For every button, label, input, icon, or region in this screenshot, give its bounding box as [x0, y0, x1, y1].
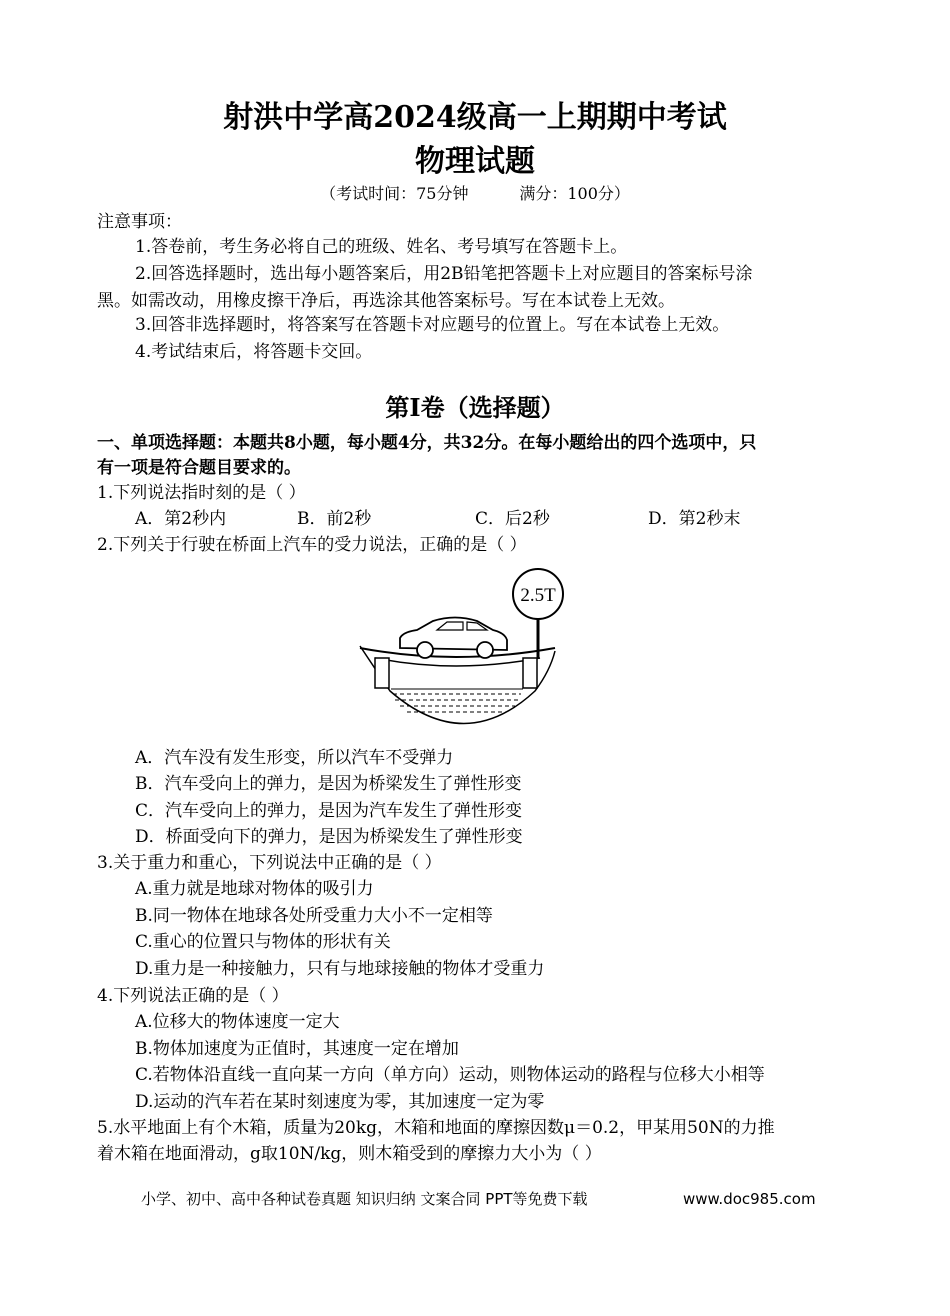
water-hatching [391, 689, 523, 712]
subject-title: 物理试题 [415, 144, 535, 179]
bridge-pier-right [523, 658, 537, 688]
notice-item: 黑。如需改动，用橡皮擦干净后，再选涂其他答案标号。写在本试卷上无效。 [97, 291, 675, 311]
sign-label: 2.5T [520, 585, 556, 606]
bridge-deck-lower [375, 658, 540, 666]
question-stem: 1.下列说法指时刻的是（ ） [97, 483, 306, 503]
option-d: D.运动的汽车若在某时刻速度为零，其加速度一定为零 [135, 1092, 545, 1112]
bridge-car-figure [355, 566, 595, 746]
option-a: A.重力就是地球对物体的吸引力 [135, 879, 374, 899]
option-d: D．第2秒末 [648, 509, 741, 529]
option-b: B.物体加速度为正值时，其速度一定在增加 [135, 1039, 459, 1059]
option-d: D．桥面受向下的弹力，是因为桥梁发生了弹性形变 [135, 827, 523, 847]
option-a: A．第2秒内 [135, 509, 227, 529]
question-stem-continued: 着木箱在地面滑动，g取10N/kg，则木箱受到的摩擦力大小为（ ） [97, 1144, 602, 1164]
exam-title: 射洪中学高2024级高一上期期中考试 [223, 100, 727, 135]
notice-item: 4.考试结束后，将答题卡交回。 [135, 342, 373, 362]
option-b: B．汽车受向上的弹力，是因为桥梁发生了弹性形变 [135, 774, 522, 794]
notice-item: 2.回答选择题时，选出每小题答案后，用2B铅笔把答题卡上对应题目的答案标号涂 [135, 264, 753, 284]
option-c: C．汽车受向上的弹力，是因为汽车发生了弹性形变 [135, 801, 523, 821]
section-instruction: 一、单项选择题：本题共8小题，每小题4分，共32分。在每小题给出的四个选项中，只 [97, 433, 757, 453]
option-a: A．汽车没有发生形变，所以汽车不受弹力 [135, 748, 454, 768]
section-instruction: 有一项是符合题目要求的。 [97, 458, 301, 478]
question-stem: 5.水平地面上有个木箱，质量为20kg，木箱和地面的摩擦因数μ＝0.2，甲某用50N的力推 [97, 1118, 775, 1138]
option-d: D.重力是一种接触力，只有与地球接触的物体才受重力 [135, 959, 545, 979]
option-c: C.重心的位置只与物体的形状有关 [135, 932, 391, 952]
notice-heading: 注意事项： [97, 212, 182, 232]
notice-item: 3.回答非选择题时，将答案写在答题卡对应题号的位置上。写在本试卷上无效。 [135, 315, 730, 335]
section-title: 第I卷（选择题） [385, 393, 565, 422]
footer-text: 小学、初中、高中各种试卷真题 知识归纳 文案合同 PPT等免费下载 [141, 1190, 588, 1208]
question-stem: 2.下列关于行驶在桥面上汽车的受力说法，正确的是（ ） [97, 535, 527, 555]
question-stem: 4.下列说法正确的是（ ） [97, 986, 289, 1006]
exam-info: （考试时间：75分钟 满分：100分） [320, 184, 630, 203]
car-shape [400, 618, 507, 659]
option-b: B.同一物体在地球各处所受重力大小不一定相等 [135, 906, 493, 926]
option-c: C．后2秒 [475, 509, 550, 529]
option-b: B．前2秒 [297, 509, 372, 529]
option-a: A.位移大的物体速度一定大 [135, 1012, 340, 1032]
question-stem: 3.关于重力和重心，下列说法中正确的是（ ） [97, 853, 442, 873]
footer-url[interactable]: www.doc985.com [683, 1190, 816, 1208]
option-c: C.若物体沿直线一直向某一方向（单方向）运动，则物体运动的路程与位移大小相等 [135, 1065, 765, 1085]
notice-item: 1.答卷前，考生务必将自己的班级、姓名、考号填写在答题卡上。 [135, 237, 628, 257]
bridge-pier-left [375, 658, 389, 688]
